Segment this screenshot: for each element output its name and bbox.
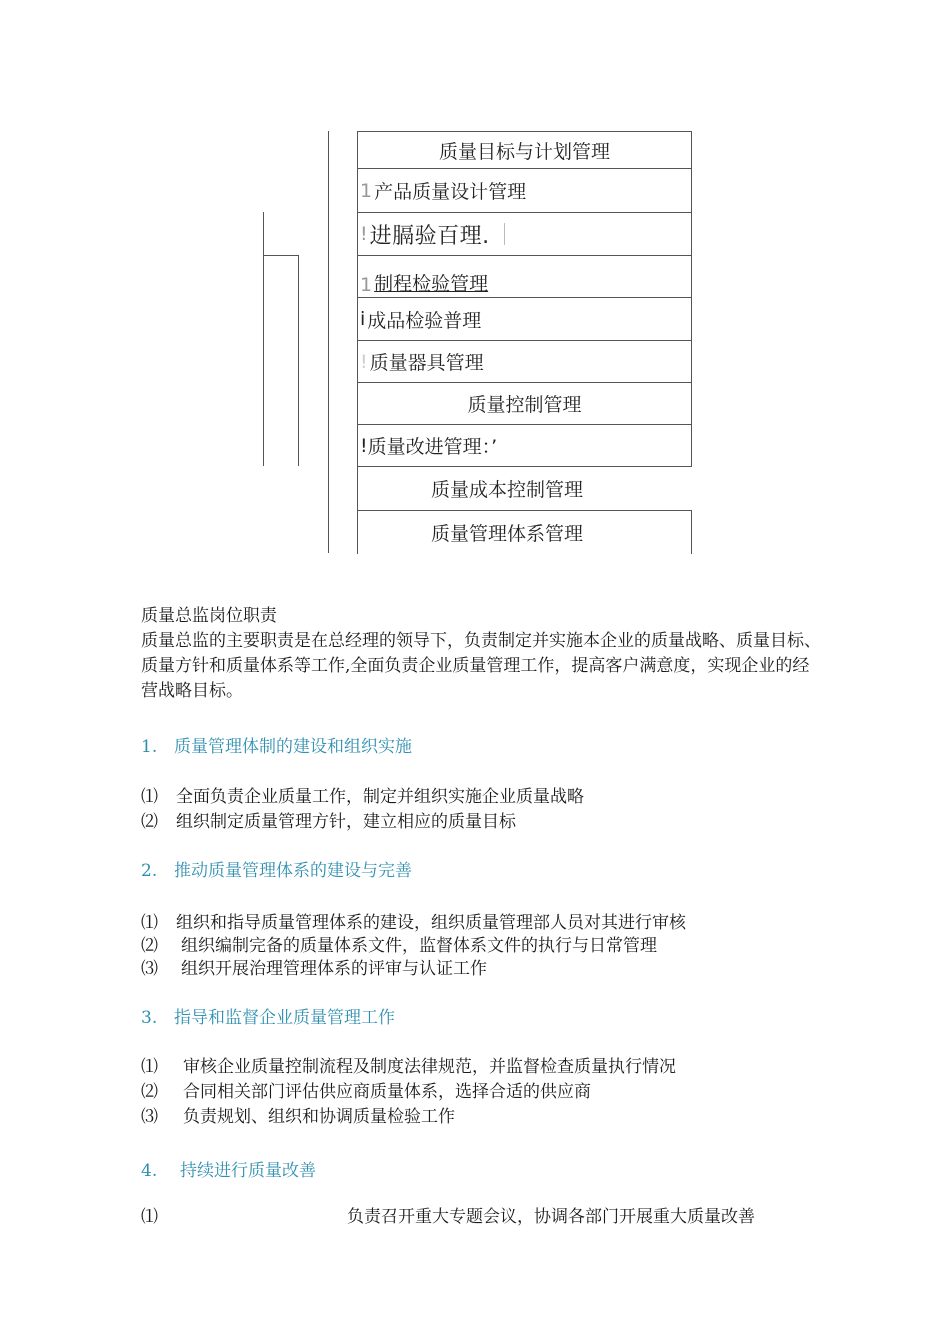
section-number: 1. [141,737,158,757]
list-item [141,1052,676,1077]
org-box-label: 成品检验普理 [367,309,482,332]
connector-line-main [328,131,329,553]
org-box-mark: 1 [360,274,373,296]
item-number: ⑶ [141,959,158,979]
list-item [141,1202,755,1227]
list-item [141,1077,591,1102]
item-number: ⑴ [141,787,158,807]
item-number: ⑶ [141,1107,158,1127]
section-heading [141,1003,395,1028]
org-box-mark: ! [360,350,368,373]
item-number: ⑴ [141,1207,158,1227]
section-heading [141,732,412,757]
connector-line-outer-left [263,212,264,466]
org-box-label: 质量器具管理 [369,352,484,374]
item-number: ⑵ [141,936,158,956]
org-box-product-design [357,168,692,213]
list-item [141,954,487,979]
org-box-label: 质量控制管理 [467,394,582,416]
item-text: 组织编制完备的质量体系文件，监督体系文件的执行与日常管理 [181,936,657,956]
item-text: 审核企业质量控制流程及制度法律规范，并监督检查质量执行情况 [183,1057,676,1077]
item-text: 组织制定质量管理方针，建立相应的质量目标 [176,812,516,832]
org-box-mark: 1 [360,179,373,202]
item-number: ⑵ [141,1082,158,1102]
org-box-label: 质量目标与计划管理 [438,140,610,163]
section-title: 指导和监督企业质量管理工作 [174,1008,395,1028]
cursor-bar-icon [504,223,505,245]
section-title: 持续进行质量改善 [180,1161,316,1181]
item-text: 全面负责企业质量工作，制定并组织实施企业质量战略 [176,787,584,807]
org-box-mark: ! [360,434,368,457]
item-text: 负责召开重大专题会议，协调各部门开展重大质量改善 [347,1207,755,1227]
section-title: 质量管理体制的建设和组织实施 [174,737,412,757]
item-text: 组织和指导质量管理体系的建设，组织质量管理部人员对其进行审核 [176,913,686,933]
document-title: 质量总监岗位职责 [141,606,277,626]
org-box-mark: i [360,308,366,330]
item-text: 组织开展治理管理体系的评审与认证工作 [181,959,487,979]
org-box-mark: ! [360,223,368,245]
list-item [141,1102,455,1127]
org-box-finished-inspection [357,297,692,341]
org-box-label: 产品质量设计管理 [374,181,527,203]
section-heading [141,856,412,881]
org-box-label: 进膈验百理. [369,223,490,249]
section-number: 4. [141,1161,158,1181]
org-box-incoming-inspection [357,212,692,256]
document-intro: 质量总监的主要职责是在总经理的领导下，负责制定并实施本企业的质量战略、质量目标、质量方针和质量体系等工作,全面负责企业质量管理工作，提高客户满意度，实现企业的经营战略目标。 [141,631,821,701]
list-item [141,931,657,956]
org-box-process-inspection [357,255,692,298]
connector-line-bracket-top [263,255,299,256]
list-item [141,782,584,807]
list-item [141,807,516,832]
org-box-label: 质量改进管理：’ [367,436,498,458]
section-title: 推动质量管理体系的建设与完善 [174,861,412,881]
org-box-label: 质量管理体系管理 [431,523,584,545]
section-number: 3. [141,1008,158,1028]
org-box-label: 制程检验管理 [374,273,489,295]
item-text: 合同相关部门评估供应商质量体系，选择合适的供应商 [183,1082,591,1102]
org-box-label: 质量成本控制管理 [431,479,584,501]
section-number: 2. [141,861,158,881]
connector-line-inner-left [298,255,299,466]
org-box-quality-improvement [357,424,692,467]
org-box-quality-system [357,510,692,554]
org-box-quality-target [357,131,692,169]
org-box-quality-cost [357,466,691,511]
section-heading [141,1156,316,1181]
item-number: ⑴ [141,913,158,933]
org-box-quality-control [357,382,692,425]
item-number: ⑵ [141,812,158,832]
item-number: ⑴ [141,1057,158,1077]
item-text: 负责规划、组织和协调质量检验工作 [183,1107,455,1127]
org-box-quality-instruments [357,340,692,383]
list-item [141,908,686,933]
